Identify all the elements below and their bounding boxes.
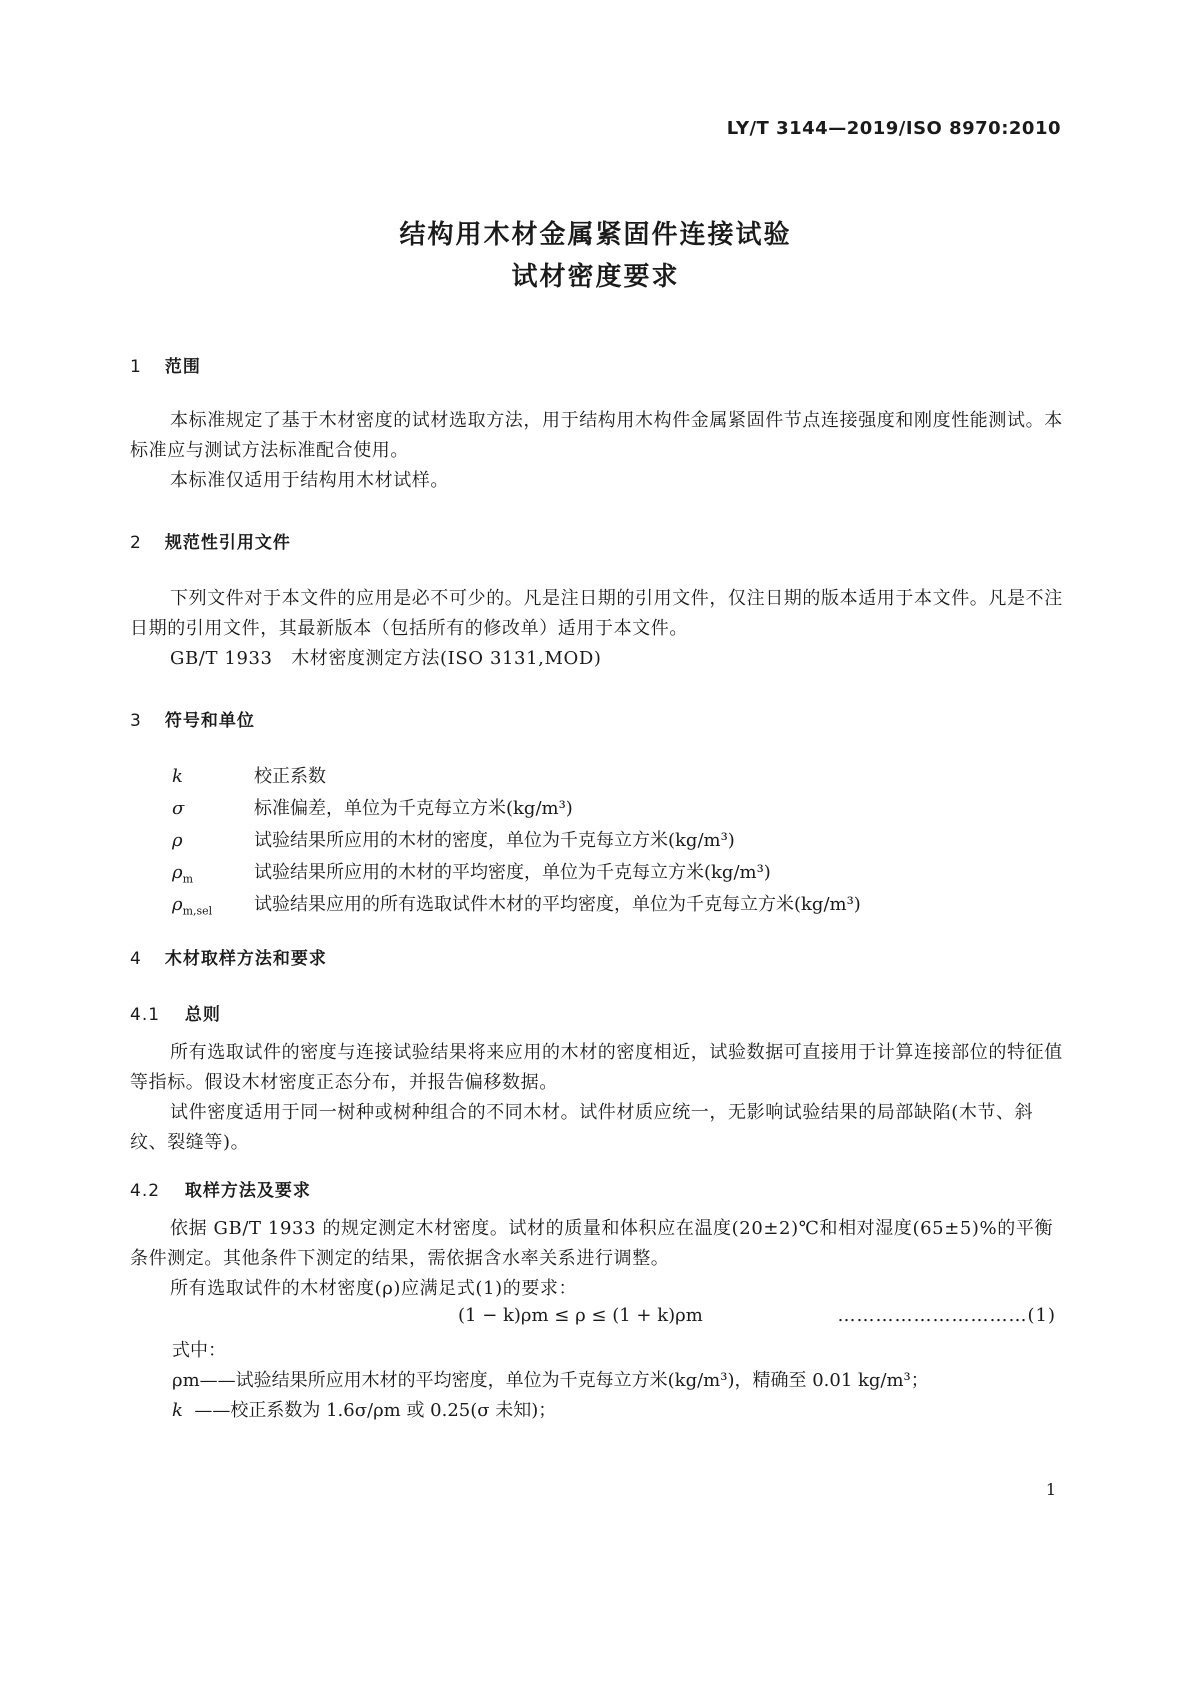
section-4-1-paragraph-2: 试件密度适用于同一树种或树种组合的不同木材。试件材质应统一，无影响试验结果的局部缺陷(木节、斜纹、裂缝等)。 [130,1102,1034,1153]
section-3-heading: 3 符号和单位 [130,711,255,731]
section-4-1-heading: 4.1 总则 [130,1005,221,1025]
section-4-2-paragraph-1: 依据 GB/T 1933 的规定测定木材密度。试材的质量和体积应在温度(20±2)℃和相对湿度(65±5)%的平衡条件测定。其他条件下测定的结果，需依据含水率关系进行调整。 [130,1218,1054,1269]
section-4-heading: 4 木材取样方法和要求 [130,949,327,969]
page-number: 1 [1045,1480,1056,1499]
standard-code: LY/T 3144—2019/ISO 8970:2010 [726,118,1061,139]
where-item: ρm——试验结果所应用木材的平均密度，单位为千克每立方米(kg/m³)，精确至 0.01 kg/m³； [172,1370,929,1391]
section-4-2-paragraph-2: 所有选取试件的木材密度(ρ)应满足式(1)的要求： [170,1278,578,1299]
section-4-2-heading: 4.2 取样方法及要求 [130,1181,311,1201]
symbol-row: $\rho_m$ 试验结果所应用的木材的平均密度，单位为千克每立方米(kg/m³) [172,862,771,886]
section-title: 范围 [164,357,201,377]
where-label: 式中： [172,1340,226,1361]
symbol-row: $\rho_{m,sel}$ 试验结果应用的所有选取试件木材的平均密度，单位为千克每立方米(kg/m³) [172,894,861,918]
equation-number: …………………………(1) [837,1305,1056,1326]
section-number: 1 [130,357,142,377]
normative-reference: GB/T 1933 木材密度测定方法(ISO 3131,MOD) [170,648,602,669]
where-item: k ——校正系数为 1.6σ/ρm 或 0.25(σ 未知)； [172,1400,557,1421]
symbol-row: σ 标准偏差，单位为千克每立方米(kg/m³) [172,798,573,819]
section-4-1-paragraph-1: 所有选取试件的密度与连接试验结果将来应用的木材的密度相近，试验数据可直接用于计算连接部位的特征值等指标。假设木材密度正态分布，并报告偏移数据。 [130,1042,1063,1093]
title-line-1: 结构用木材金属紧固件连接试验 [399,220,792,250]
symbol-row: ρ 试验结果所应用的木材的密度，单位为千克每立方米(kg/m³) [172,830,735,851]
symbol-row: k 校正系数 [172,766,326,787]
section-1-paragraph-2: 本标准仅适用于结构用木材试样。 [170,470,449,491]
section-1-paragraph-1: 本标准规定了基于木材密度的试材选取方法，用于结构用木构件金属紧固件节点连接强度和刚度性能测试。本标准应与测试方法标准配合使用。 [130,410,1063,461]
section-2-paragraph-1: 下列文件对于本文件的应用是必不可少的。凡是注日期的引用文件，仅注日期的版本适用于本文件。凡是不注日期的引用文件，其最新版本（包括所有的修改单）适用于本文件。 [130,588,1063,639]
equation-1: (1 − k)ρm ≤ ρ ≤ (1 + k)ρm [458,1305,703,1326]
title-line-2: 试材密度要求 [511,262,680,292]
section-2-heading: 2 规范性引用文件 [130,533,291,553]
section-1-heading [130,352,201,377]
